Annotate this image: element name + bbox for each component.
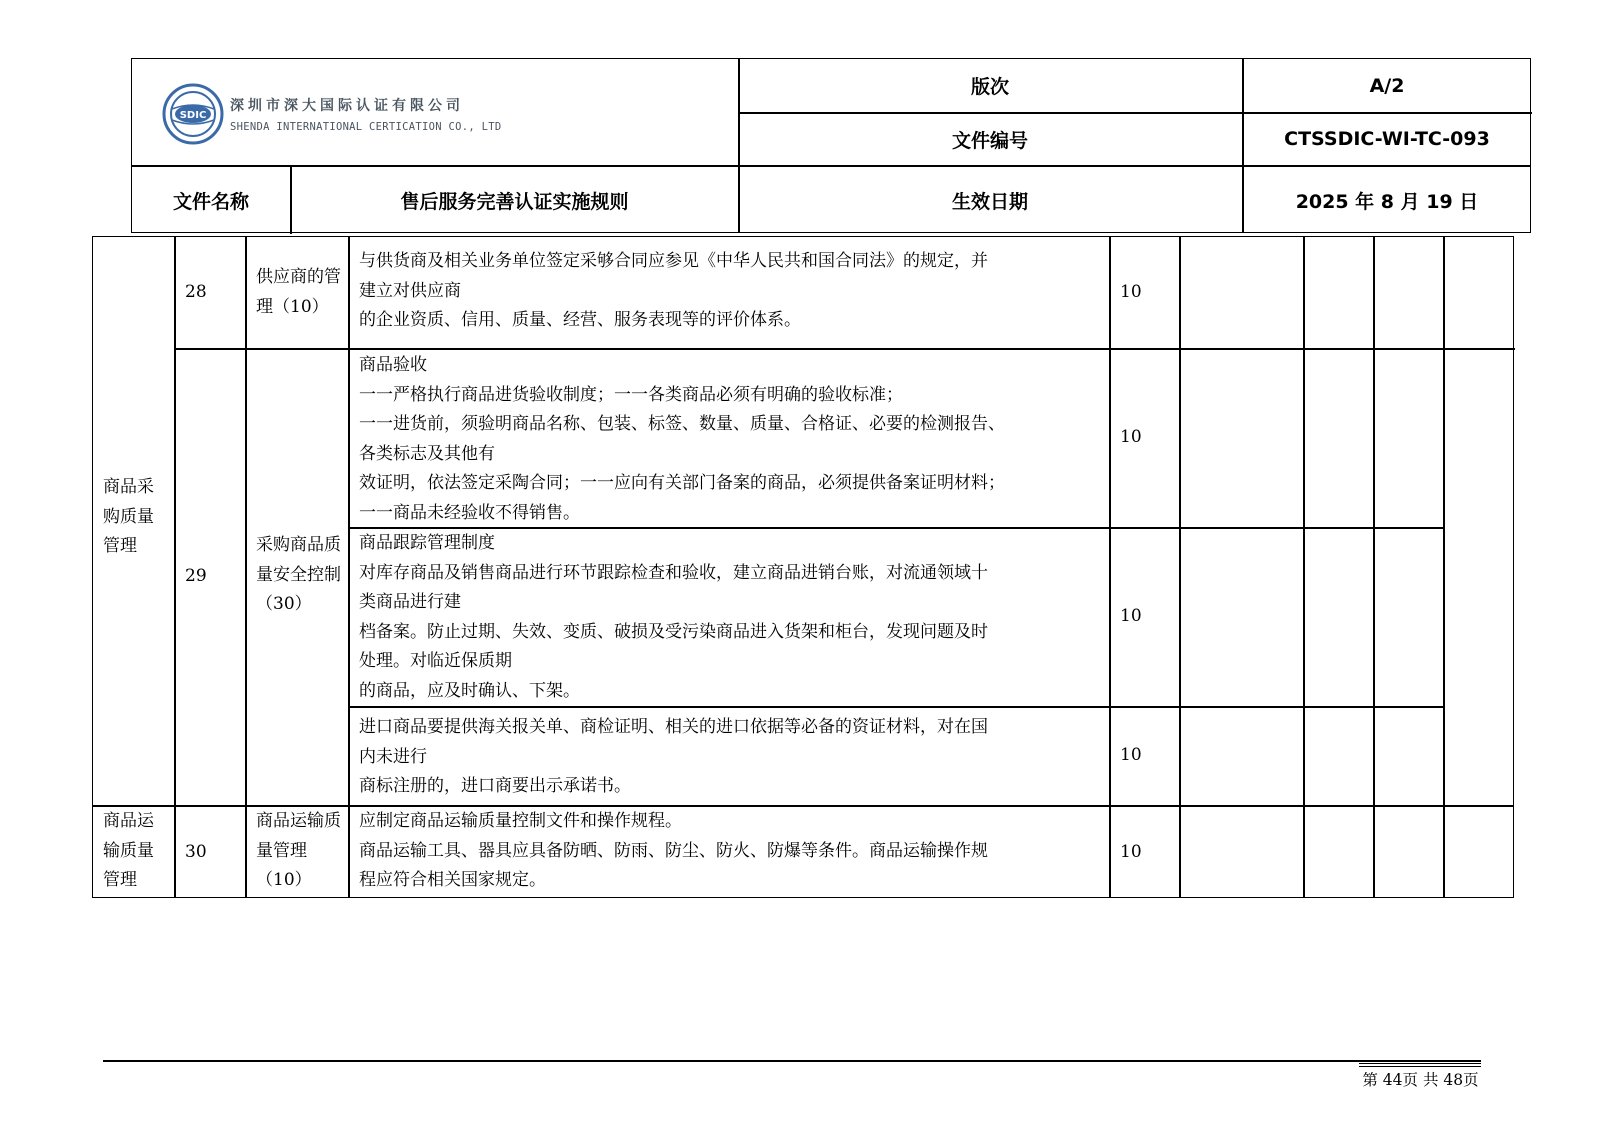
footer-divider [1359,1063,1481,1064]
requirement-text: 与供货商及相关业务单位签定采够合同应参见《中华人民共和国合同法》的规定，并 建立对供应商 的企业资质、信用、质量、经营、服务表现等的评价体系。 [359,251,988,330]
company-logo-icon [162,83,224,145]
score-value: 10 [1120,281,1142,302]
svg-text:SDIC: SDIC [179,110,207,121]
document-header [131,58,1531,233]
company-name-cn: 深圳市深大国际认证有限公司 [230,98,464,114]
category-cell: 商品采购质量管理 [103,477,154,556]
item-name: 商品运输质量管理（10） [256,811,341,890]
category-cell: 商品运输质量管理 [103,811,154,890]
version-value: A/2 [1369,74,1405,97]
version-label: 版次 [970,76,1009,98]
effective-date-label: 生效日期 [951,190,1028,213]
item-number: 28 [185,281,207,302]
evaluation-table [92,236,1514,898]
score-value: 10 [1120,841,1142,862]
doc-name-label: 文件名称 [172,190,249,213]
page-number: 第 44页 共 48页 [1362,1071,1479,1089]
company-name-en: SHENDA INTERNATIONAL CERTICATION CO., LTD [230,121,502,133]
effective-date-value: 2025 年 8 月 19 日 [1295,190,1479,213]
doc-number-value: CTSSDIC-WI-TC-093 [1284,128,1490,150]
requirement-text: 商品验收 一一严格执行商品进货验收制度；一一各类商品必须有明确的验收标准； 一一进货前，须验明商品名称、包装、标签、数量、质量、合格证、必要的检测报告、 各类标志及其他有 效证明，依法签定采陶合同；一一应向有关部门备案的商品，必须提供备案证明材料； 一一商品未经验收不得销售。 [359,355,1005,523]
item-number: 30 [185,841,207,862]
doc-name-value: 售后服务完善认证实施规则 [400,190,629,213]
score-value: 10 [1120,606,1142,627]
score-value: 10 [1120,745,1142,766]
doc-number-label: 文件编号 [951,129,1028,152]
requirement-text: 应制定商品运输质量控制文件和操作规程。 商品运输工具、器具应具备防晒、防雨、防尘、防火、防爆等条件。商品运输操作规 程应符合相关国家规定。 [359,811,988,890]
item-number: 29 [185,566,207,587]
requirement-text: 商品跟踪管理制度 对库存商品及销售商品进行环节跟踪检查和验收，建立商品进销台账，对流通领域十 类商品进行建 档备案。防止过期、失效、变质、破损及受污染商品进入货架和柜台，发现问题及时 处理。对临近保质期 的商品，应及时确认、下架。 [359,533,988,701]
score-value: 10 [1120,427,1142,448]
item-name: 供应商的管理（10） [256,267,341,317]
item-name: 采购商品质量安全控制（30） [256,535,341,614]
requirement-text: 进口商品要提供海关报关单、商检证明、相关的进口依据等必备的资证材料，对在国 内未进行 商标注册的，进口商要出示承诺书。 [359,717,988,796]
footer-divider [103,1060,1481,1062]
footer-divider [1359,1066,1481,1067]
